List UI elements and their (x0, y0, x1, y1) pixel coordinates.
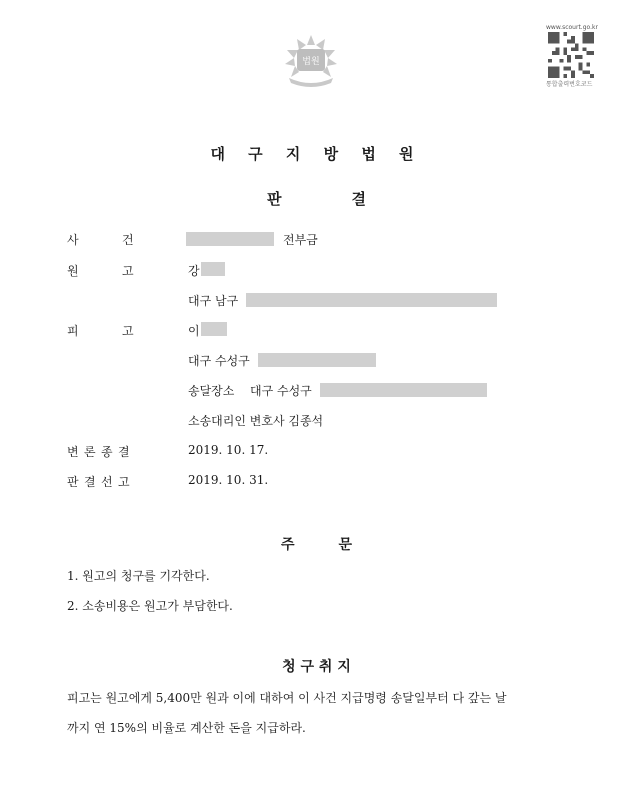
redaction-block (201, 322, 227, 336)
redaction-block (258, 353, 376, 367)
redaction-block (320, 383, 487, 397)
claim-line: 피고는 원고에게 5,400만 원과 이에 대하여 이 사건 지급명령 송달일부터 다 갚는 날 (67, 691, 507, 705)
site-url: www.scourt.go.kr (546, 24, 598, 31)
court-name: 대 구 지 방 법 원 (210, 145, 423, 163)
claim-line: 까지 연 15%의 비율로 계산한 돈을 지급하라. (67, 721, 306, 735)
order-item: 2. 소송비용은 원고가 부담한다. (67, 599, 233, 613)
title-char: 결 (351, 190, 366, 208)
case-label-char: 사 (67, 233, 79, 247)
closing-label-char: 변 (67, 445, 79, 459)
ruling-label-char: 결 (84, 475, 96, 489)
counsel: 소송대리인 변호사 김종석 (188, 414, 324, 428)
qr-code-icon (547, 32, 595, 78)
closing-date: 2019. 10. 17. (188, 443, 269, 457)
ruling-label-char: 선 (101, 475, 113, 489)
order-item: 1. 원고의 청구를 기각한다. (67, 569, 210, 583)
closing-label-char: 결 (118, 445, 130, 459)
emblem-label: 법원 (302, 57, 320, 67)
claim-title: 청 구 취 지 (282, 659, 351, 675)
order-title-char: 문 (338, 537, 353, 553)
defendant-label-char: 피 (67, 324, 79, 338)
defendant-address: 대구 수성구 (188, 354, 250, 368)
order-title (0, 534, 633, 554)
redaction-block (201, 262, 225, 276)
order-title-char: 주 (280, 537, 295, 553)
defendant-name: 이 (188, 324, 200, 338)
case-name: 전부금 (283, 233, 318, 247)
case-label-char: 건 (122, 233, 134, 247)
service-address: 대구 수성구 (250, 384, 312, 398)
plaintiff-label-char: 원 (67, 264, 79, 278)
title-char: 판 (267, 190, 282, 208)
closing-label-char: 종 (101, 445, 113, 459)
defendant-label-char: 고 (122, 324, 134, 338)
plaintiff-label-char: 고 (122, 264, 134, 278)
plaintiff-name: 강 (188, 264, 200, 278)
service-label: 송달장소 (188, 384, 235, 398)
ruling-label-char: 고 (118, 475, 130, 489)
redaction-block (246, 293, 497, 307)
plaintiff-address: 대구 남구 (188, 294, 239, 308)
redaction-block (186, 232, 274, 246)
qr-caption: 통합출력번호코드 (546, 81, 593, 88)
document-title (0, 188, 633, 209)
closing-label-char: 론 (84, 445, 96, 459)
ruling-date: 2019. 10. 31. (188, 473, 269, 487)
court-emblem-icon (281, 33, 341, 89)
ruling-label-char: 판 (67, 475, 79, 489)
